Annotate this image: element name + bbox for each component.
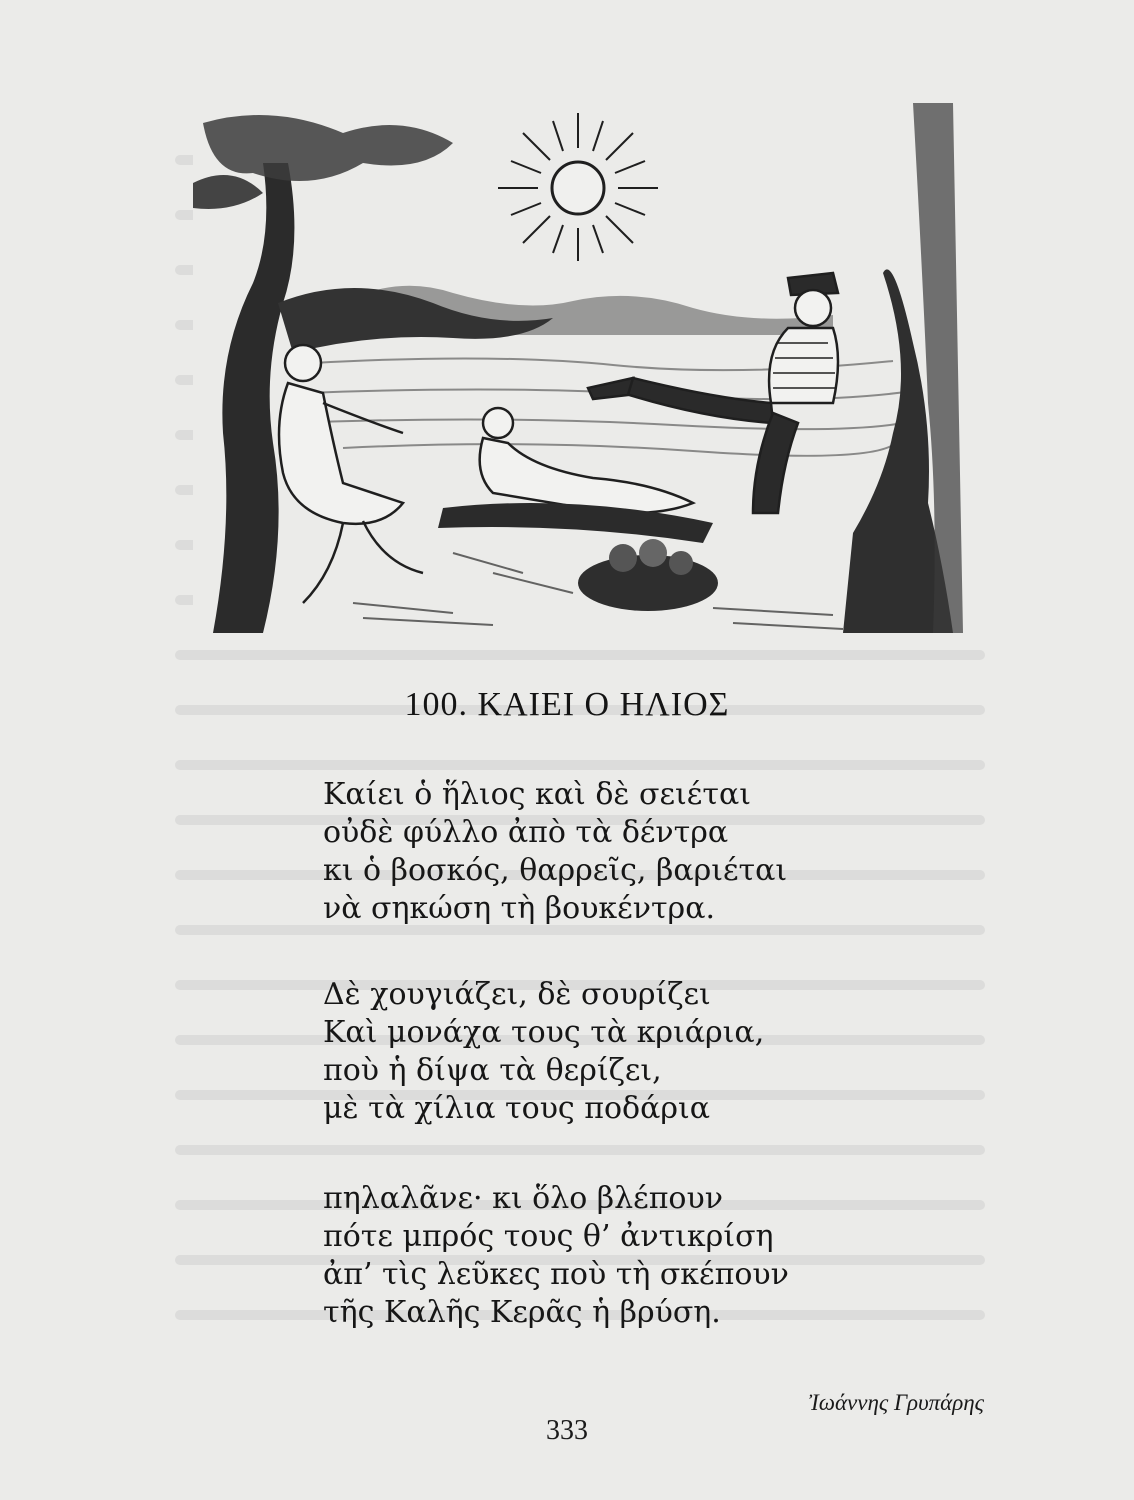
poem-line: μὲ τὰ χίλια τους ποδάρια: [323, 1091, 711, 1126]
poem-line: νὰ σηκώση τὴ βουκέντρα.: [323, 891, 715, 926]
stanza-2: [323, 976, 883, 1128]
poem-line: πότε μπρός τους θ’ ἀντικρίση: [323, 1219, 774, 1254]
poem-line: πηλαλᾶνε· κι ὅλο βλέπουν: [323, 1181, 723, 1216]
woodcut-illustration: [193, 103, 985, 633]
poem-line: Καίει ὁ ἥλιος καὶ δὲ σειέται: [323, 777, 751, 812]
poem-line: ἀπ’ τὶς λεῦκες ποὺ τὴ σκέπουν: [323, 1257, 789, 1292]
poem-title: 100. ΚΑΙΕΙ Ο ΗΛΙΟΣ: [404, 686, 730, 723]
stanza-3: [323, 1180, 883, 1332]
poem-line: τῆς Καλῆς Κερᾶς ἡ βρύση.: [323, 1295, 721, 1330]
page-number: 333: [546, 1415, 588, 1446]
poem-line: Καὶ μονάχα τους τὰ κριάρια,: [323, 1015, 765, 1050]
poem-author: Ἰωάννης Γρυπάρης: [808, 1390, 984, 1415]
poem-line: Δὲ χουγιάζει, δὲ σουρίζει: [323, 977, 711, 1012]
poem-line: κι ὁ βοσκός, θαρρεῖς, βαριέται: [323, 853, 788, 888]
poem-line: οὐδὲ φύλλο ἀπὸ τὰ δέντρα: [323, 815, 729, 850]
sun-shepherd-scene-icon: [193, 103, 985, 633]
stanza-1: [323, 776, 883, 928]
poem-line: ποὺ ἡ δίψα τὰ θερίζει,: [323, 1053, 662, 1088]
